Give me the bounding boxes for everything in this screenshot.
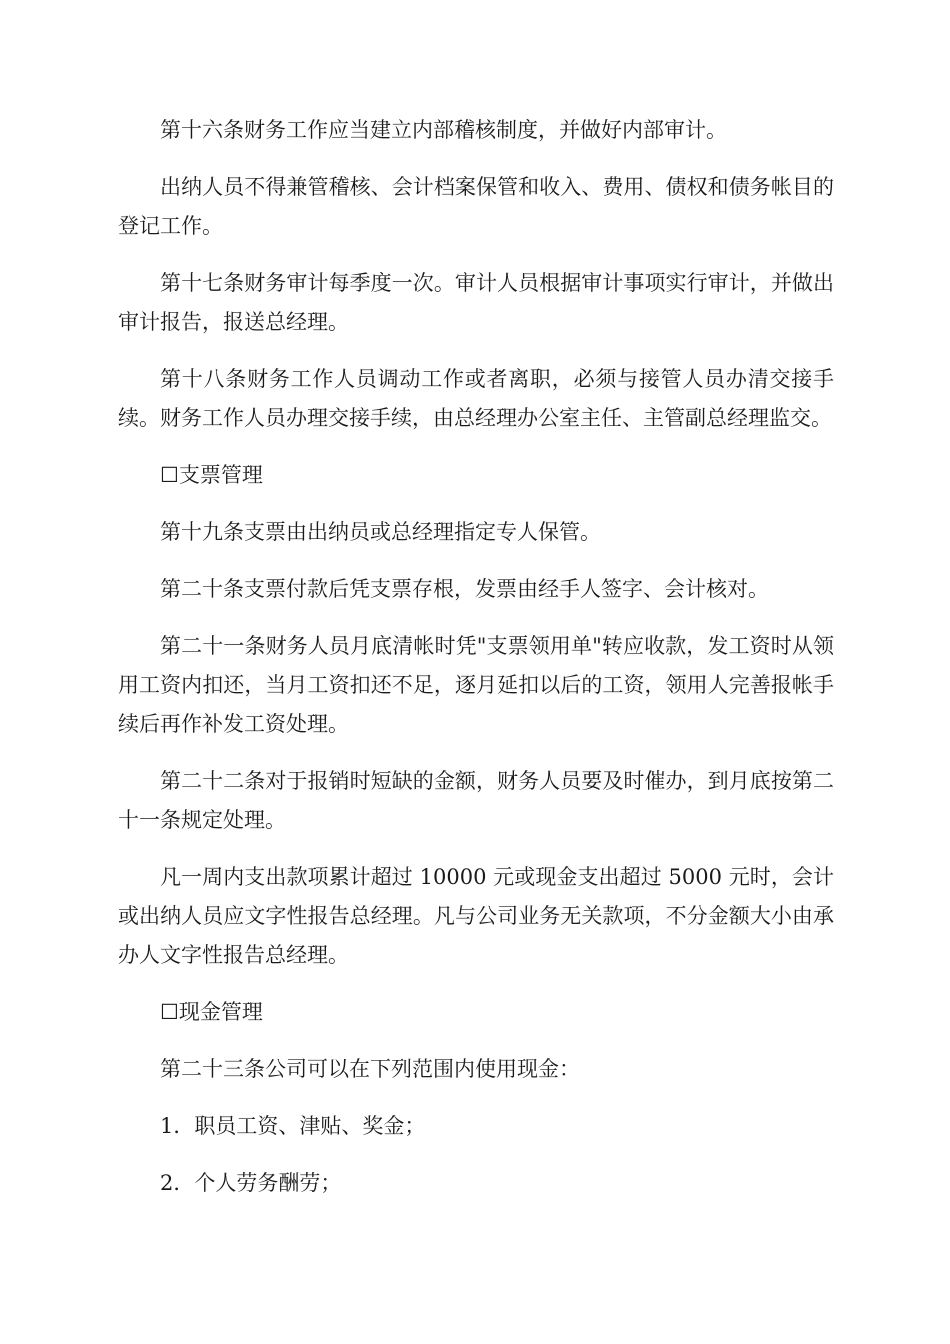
paragraph-article-20: 第二十条支票付款后凭支票存根，发票由经手人签字、会计核对。: [160, 577, 769, 601]
list-item-1: 1．职员工资、津贴、奖金；: [160, 1114, 426, 1138]
section-heading-cash-management: ☐现金管理: [160, 1000, 263, 1024]
paragraph-cashier-restriction: 出纳人员不得兼管稽核、会计档案保管和收入、费用、债权和债务帐目的登记工作。: [118, 175, 834, 238]
paragraph-article-21: 第二十一条财务人员月底清帐时凭"支票领用单"转应收款，发工资时从领用工资内扣还，当月工资扣还不足，逐月延扣以后的工资，领用人完善报帐手续后再作补发工资处理。: [118, 634, 834, 736]
paragraph-article-17: 第十七条财务审计每季度一次。审计人员根据审计事项实行审计，并做出审计报告，报送总经理。: [118, 271, 834, 334]
paragraph-article-18: 第十八条财务工作人员调动工作或者离职，必须与接管人员办清交接手续。财务工作人员办理交接手续，由总经理办公室主任、主管副总经理监交。: [118, 367, 834, 430]
document-page: [118, 111, 834, 1221]
paragraph-weekly-limit: 凡一周内支出款项累计超过 10000 元或现金支出超过 5000 元时，会计或出纳人员应文字性报告总经理。凡与公司业务无关款项，不分金额大小由承办人文字性报告总经理。: [118, 865, 834, 967]
paragraph-article-19: 第十九条支票由出纳员或总经理指定专人保管。: [160, 520, 601, 544]
paragraph-article-22: 第二十二条对于报销时短缺的金额，财务人员要及时催办，到月底按第二十一条规定处理。: [118, 769, 834, 832]
paragraph-article-16: 第十六条财务工作应当建立内部稽核制度，并做好内部审计。: [160, 118, 727, 142]
section-heading-cheque-management: ☐支票管理: [160, 463, 263, 487]
list-item-2: 2．个人劳务酬劳；: [160, 1171, 342, 1195]
paragraph-article-23: 第二十三条公司可以在下列范围内使用现金：: [160, 1057, 580, 1081]
